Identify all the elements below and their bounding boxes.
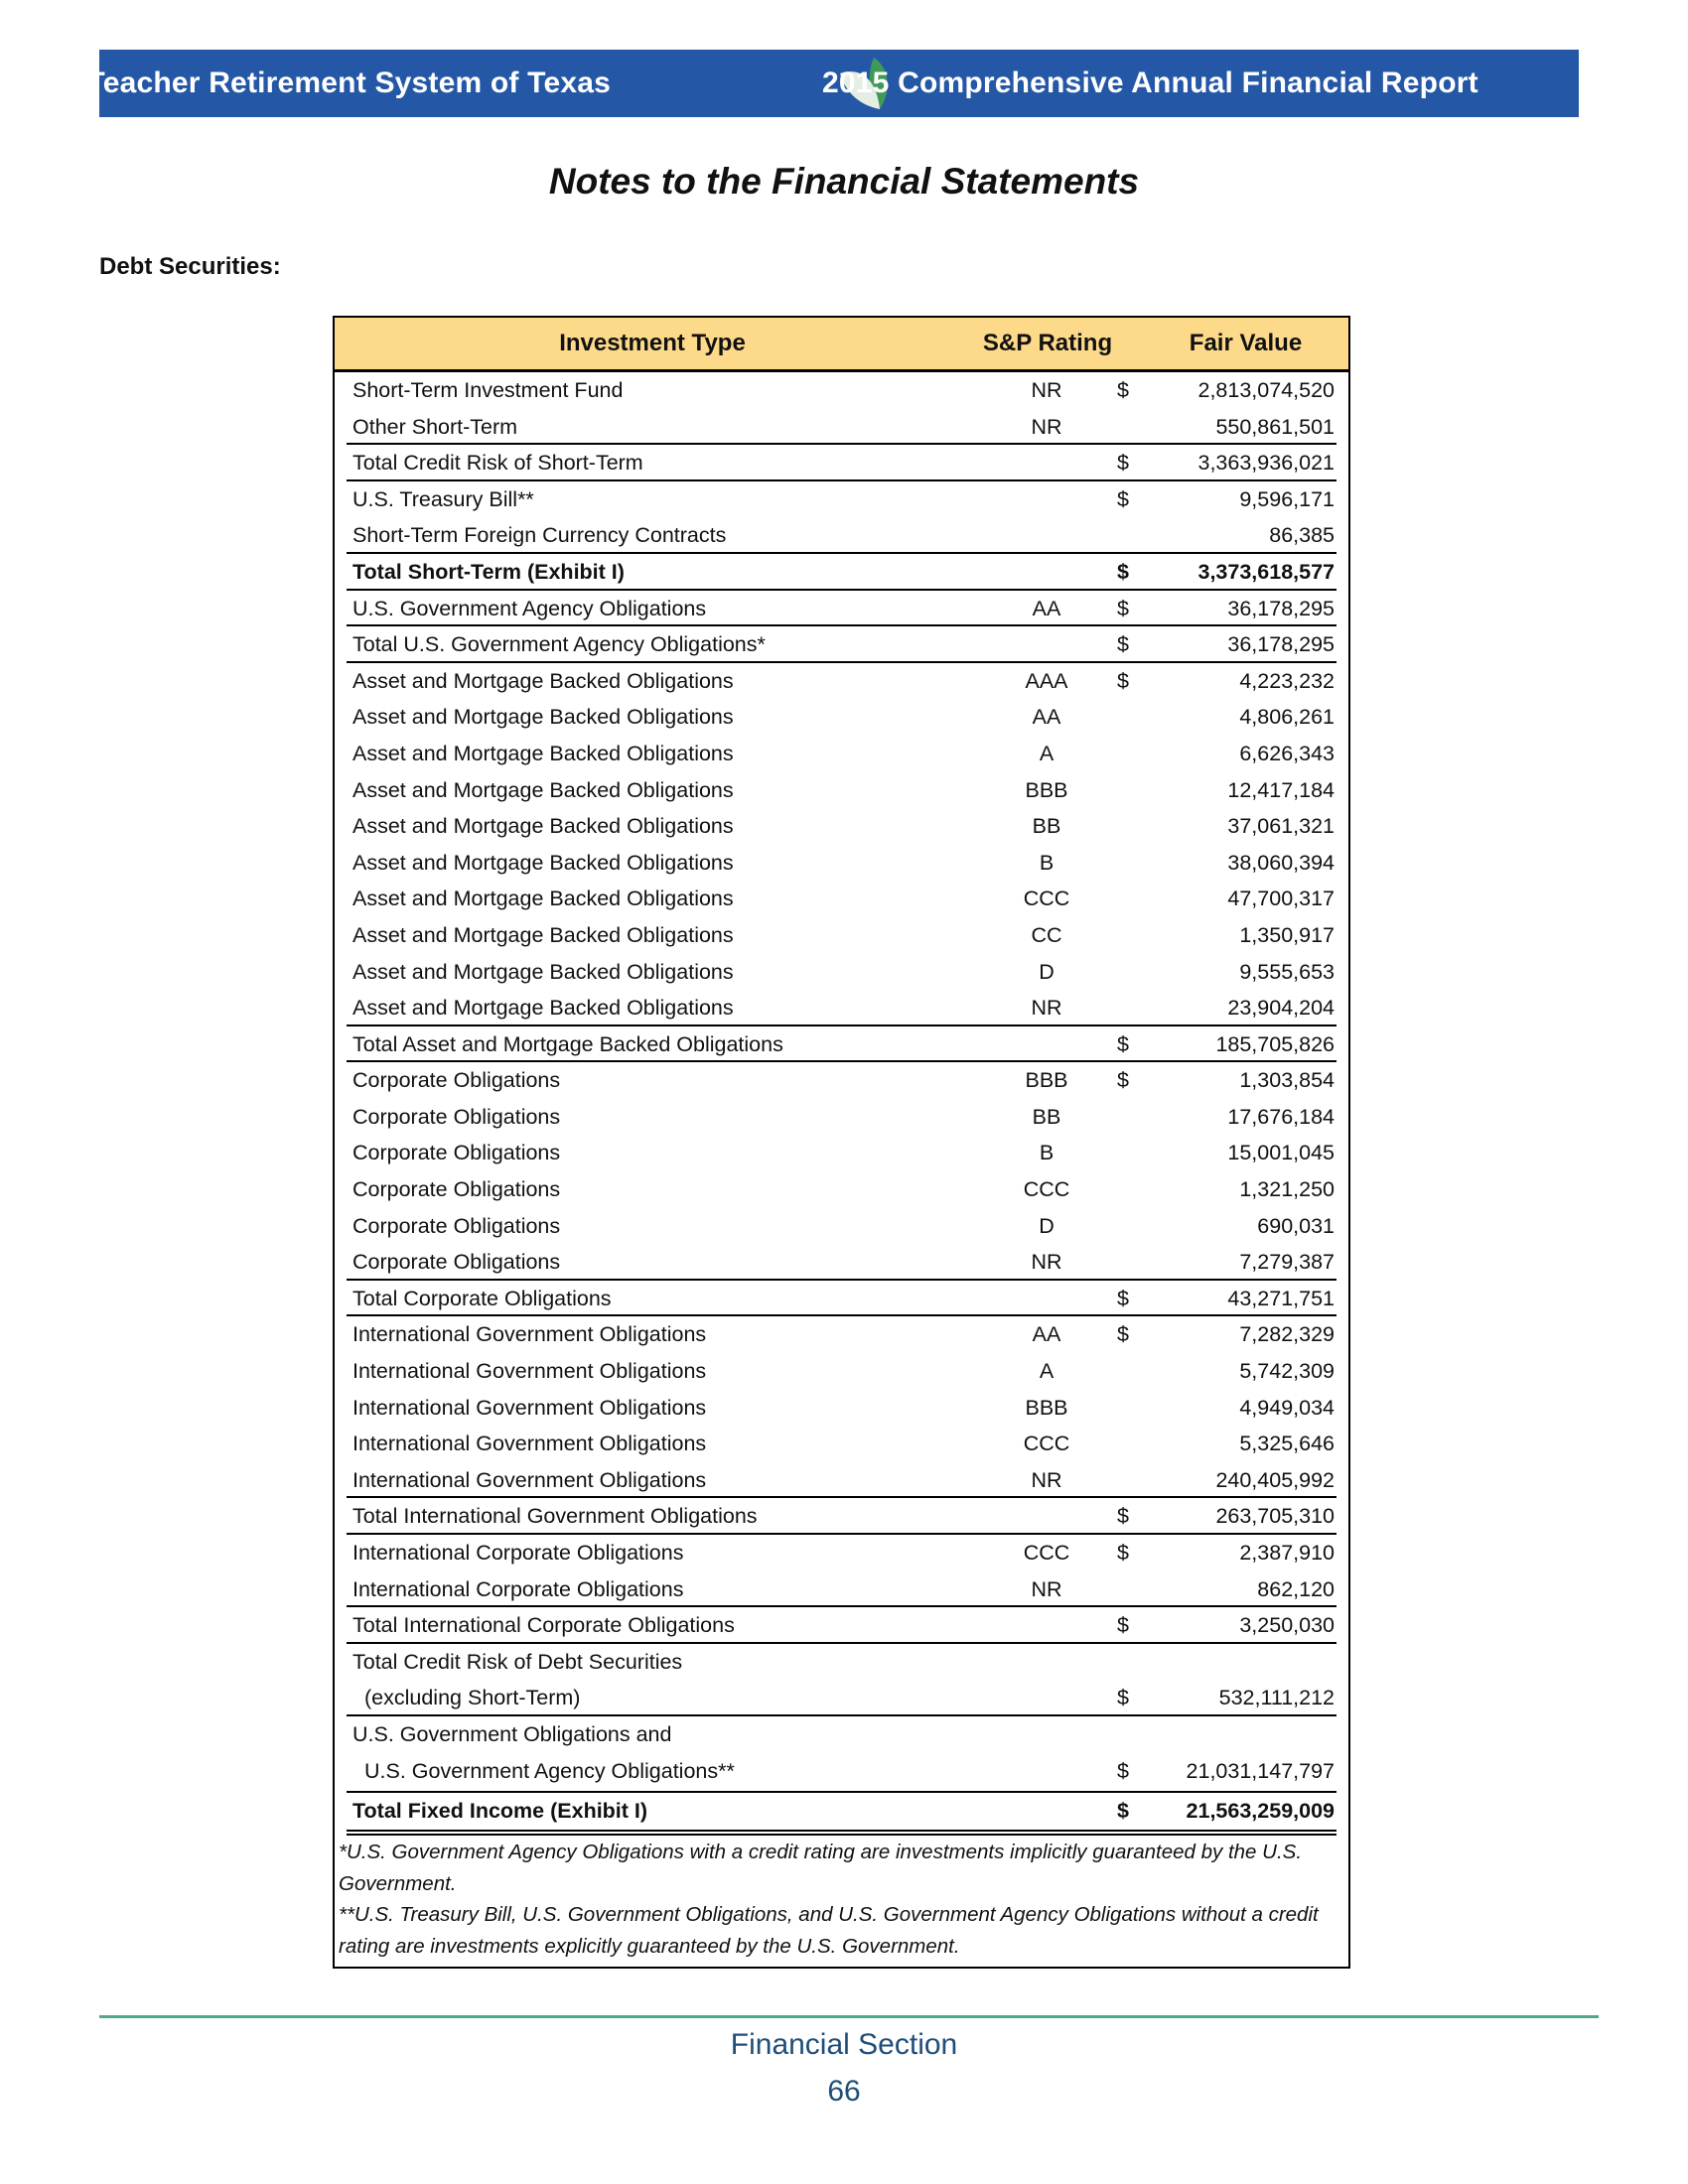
table-row [335, 1716, 1348, 1753]
table-row [335, 1462, 1348, 1499]
fair-value-cell: 7,279,387 [1239, 1250, 1335, 1275]
fair-value-cell: 1,321,250 [1239, 1177, 1335, 1202]
investment-type-cell: Short-Term Foreign Currency Contracts [352, 523, 727, 548]
investment-type-cell: Total International Corporate Obligations [352, 1613, 735, 1638]
fair-value-cell: 1,350,917 [1239, 922, 1335, 947]
fair-value-cell: 240,405,992 [1215, 1467, 1335, 1492]
sp-rating-cell: AA [1032, 596, 1061, 620]
investment-type-cell: Total Corporate Obligations [352, 1286, 612, 1310]
investment-type-cell: Corporate Obligations [352, 1141, 561, 1165]
sp-rating-cell: AA [1032, 1322, 1061, 1347]
investment-type-cell: Asset and Mortgage Backed Obligations [352, 668, 734, 693]
section-label: Debt Securities: [99, 253, 281, 280]
table-row [335, 1571, 1348, 1608]
table-row [335, 1135, 1348, 1171]
fair-value-cell: 690,031 [1257, 1213, 1335, 1238]
currency-symbol: $ [1117, 486, 1129, 511]
investment-type-cell: Asset and Mortgage Backed Obligations [352, 887, 734, 911]
investment-type-cell: Asset and Mortgage Backed Obligations [352, 996, 734, 1021]
currency-symbol: $ [1117, 1068, 1129, 1093]
fair-value-cell: 47,700,317 [1227, 887, 1335, 911]
currency-symbol: $ [1117, 1322, 1129, 1347]
table-row-total [335, 626, 1348, 663]
table-row [335, 772, 1348, 809]
footnote-double-asterisk: **U.S. Treasury Bill, U.S. Government Obligations, and U.S. Government Agency Obligations without a credit rating are investments explicitly guaranteed by the U.S. Government. [339, 1903, 1319, 1958]
sp-rating-cell: BBB [1025, 1395, 1068, 1420]
fair-value-cell: 532,111,212 [1218, 1686, 1335, 1710]
investment-type-cell: Corporate Obligations [352, 1177, 561, 1202]
table-row [335, 699, 1348, 736]
organization-name: Teacher Retirement System of Texas [86, 67, 611, 99]
fair-value-cell: 4,223,232 [1239, 668, 1335, 693]
table-row-total [335, 1793, 1348, 1830]
footer-section-name: Financial Section [730, 2028, 958, 2061]
table-row-total [335, 554, 1348, 591]
investment-type-cell: Total U.S. Government Agency Obligations* [352, 632, 766, 657]
table-row [335, 591, 1348, 627]
table-row [335, 517, 1348, 554]
report-header-banner [86, 50, 1579, 117]
table-row-total [335, 1498, 1348, 1535]
investment-type-cell: International Government Obligations [352, 1395, 707, 1420]
table-row-total [335, 445, 1348, 481]
table-row [335, 1353, 1348, 1390]
sp-rating-cell: NR [1031, 414, 1062, 439]
table-row-total [335, 1281, 1348, 1317]
table-row [335, 1099, 1348, 1136]
table-row-total [335, 1607, 1348, 1644]
table-row [335, 372, 1348, 409]
sp-rating-cell: AA [1032, 705, 1061, 730]
currency-symbol: $ [1117, 1799, 1129, 1824]
sp-rating-cell: NR [1031, 996, 1062, 1021]
investment-type-cell: International Corporate Obligations [352, 1541, 684, 1565]
table-footnotes [339, 1837, 1340, 1962]
fair-value-cell: 43,271,751 [1227, 1286, 1335, 1310]
fair-value-cell: 5,742,309 [1239, 1359, 1335, 1384]
fair-value-cell: 23,904,204 [1227, 996, 1335, 1021]
currency-symbol: $ [1117, 378, 1129, 402]
debt-securities-table [333, 316, 1350, 1969]
currency-symbol: $ [1117, 1613, 1129, 1638]
footer-divider [99, 2015, 1599, 2018]
table-body [335, 372, 1348, 1830]
table-row-total [335, 1026, 1348, 1063]
investment-type-cell: Asset and Mortgage Backed Obligations [352, 959, 734, 984]
sp-rating-cell: B [1039, 850, 1055, 875]
investment-type-cell: Asset and Mortgage Backed Obligations [352, 705, 734, 730]
fair-value-cell: 2,813,074,520 [1197, 378, 1335, 402]
investment-type-cell: International Corporate Obligations [352, 1576, 684, 1601]
investment-type-cell: U.S. Government Obligations and [352, 1721, 672, 1746]
column-header-fair-value: Fair Value [1189, 330, 1303, 356]
investment-type-cell: Total Short-Term (Exhibit I) [352, 559, 625, 584]
investment-type-cell: International Government Obligations [352, 1359, 707, 1384]
fair-value-cell: 185,705,826 [1215, 1031, 1335, 1056]
sp-rating-cell: D [1039, 959, 1055, 984]
fair-value-cell: 550,861,501 [1215, 414, 1335, 439]
sp-rating-cell: A [1039, 1359, 1055, 1384]
sp-rating-cell: BB [1032, 1104, 1061, 1129]
fair-value-cell: 263,705,310 [1215, 1504, 1335, 1529]
investment-type-cell: (excluding Short-Term) [364, 1686, 581, 1710]
table-row [335, 1171, 1348, 1208]
table-row [335, 736, 1348, 772]
fair-value-cell: 862,120 [1257, 1576, 1335, 1601]
fair-value-cell: 2,387,910 [1239, 1541, 1335, 1565]
investment-type-cell: International Government Obligations [352, 1467, 707, 1492]
sp-rating-cell: D [1039, 1213, 1055, 1238]
investment-type-cell: U.S. Government Agency Obligations [352, 596, 707, 620]
currency-symbol: $ [1117, 451, 1129, 476]
investment-type-cell: Total Credit Risk of Debt Securities [352, 1649, 683, 1674]
page-number: 66 [827, 2075, 861, 2108]
currency-symbol: $ [1117, 1504, 1129, 1529]
sp-rating-cell: CCC [1023, 887, 1070, 911]
investment-type-cell: Total Asset and Mortgage Backed Obligations [352, 1031, 783, 1056]
fair-value-cell: 7,282,329 [1239, 1322, 1335, 1347]
fair-value-cell: 17,676,184 [1227, 1104, 1335, 1129]
investment-type-cell: Total International Government Obligations [352, 1504, 758, 1529]
fair-value-cell: 36,178,295 [1227, 632, 1335, 657]
sp-rating-cell: NR [1031, 1250, 1062, 1275]
table-row [335, 990, 1348, 1026]
investment-type-cell: Asset and Mortgage Backed Obligations [352, 814, 734, 839]
investment-type-cell: Corporate Obligations [352, 1068, 561, 1093]
table-row [335, 1680, 1348, 1716]
investment-type-cell: International Government Obligations [352, 1432, 707, 1456]
currency-symbol: $ [1117, 1758, 1129, 1783]
table-row [335, 808, 1348, 845]
investment-type-cell: Other Short-Term [352, 414, 518, 439]
table-header [335, 318, 1348, 372]
table-row [335, 1062, 1348, 1099]
table-row [335, 1208, 1348, 1245]
table-row [335, 881, 1348, 917]
fair-value-cell: 36,178,295 [1227, 596, 1335, 620]
table-row [335, 845, 1348, 882]
investment-type-cell: Corporate Obligations [352, 1213, 561, 1238]
sp-rating-cell: BBB [1025, 1068, 1068, 1093]
investment-type-cell: Corporate Obligations [352, 1104, 561, 1129]
sp-rating-cell: NR [1031, 1467, 1062, 1492]
fair-value-cell: 12,417,184 [1227, 777, 1335, 802]
fair-value-cell: 9,555,653 [1239, 959, 1335, 984]
footnote-single-asterisk: *U.S. Government Agency Obligations with a credit rating are investments implicitly guaranteed by the U.S. Government. [339, 1841, 1303, 1895]
investment-type-cell: Asset and Mortgage Backed Obligations [352, 850, 734, 875]
table-row [335, 481, 1348, 518]
investment-type-cell: International Government Obligations [352, 1322, 707, 1347]
currency-symbol: $ [1117, 632, 1129, 657]
fair-value-cell: 38,060,394 [1227, 850, 1335, 875]
currency-symbol: $ [1117, 559, 1129, 584]
table-row [335, 1426, 1348, 1462]
table-row [335, 917, 1348, 954]
currency-symbol: $ [1117, 1286, 1129, 1310]
table-row [335, 1390, 1348, 1427]
currency-symbol: $ [1117, 1031, 1129, 1056]
column-header-investment-type: Investment Type [559, 330, 746, 356]
fair-value-cell: 4,806,261 [1239, 705, 1335, 730]
page-title: Notes to the Financial Statements [548, 161, 1140, 202]
investment-type-cell: Asset and Mortgage Backed Obligations [352, 922, 734, 947]
fair-value-cell: 15,001,045 [1227, 1141, 1335, 1165]
investment-type-cell: U.S. Treasury Bill** [352, 486, 534, 511]
investment-type-cell: Total Credit Risk of Short-Term [352, 451, 643, 476]
fair-value-cell: 9,596,171 [1239, 486, 1335, 511]
sp-rating-cell: CC [1031, 922, 1062, 947]
table-row [335, 1535, 1348, 1571]
table-row [335, 954, 1348, 991]
investment-type-cell: Asset and Mortgage Backed Obligations [352, 777, 734, 802]
fair-value-cell: 6,626,343 [1239, 741, 1335, 765]
report-title: 2015 Comprehensive Annual Financial Report [822, 67, 1478, 99]
sp-rating-cell: NR [1031, 1576, 1062, 1601]
fair-value-cell: 3,363,936,021 [1197, 451, 1335, 476]
sp-rating-cell: BBB [1025, 777, 1068, 802]
fair-value-cell: 5,325,646 [1239, 1432, 1335, 1456]
table-row [335, 409, 1348, 446]
sp-rating-cell: B [1039, 1141, 1055, 1165]
investment-type-cell: Corporate Obligations [352, 1250, 561, 1275]
fair-value-cell: 3,373,618,577 [1197, 559, 1335, 584]
table-row [335, 1316, 1348, 1353]
currency-symbol: $ [1117, 668, 1129, 693]
table-row [335, 1244, 1348, 1281]
investment-type-cell: Short-Term Investment Fund [352, 378, 624, 402]
fair-value-cell: 1,303,854 [1239, 1068, 1335, 1093]
currency-symbol: $ [1117, 1541, 1129, 1565]
fair-value-cell: 21,563,259,009 [1186, 1799, 1335, 1824]
sp-rating-cell: CCC [1023, 1541, 1070, 1565]
table-row [335, 663, 1348, 700]
table-row-total [335, 1644, 1348, 1681]
investment-type-cell: U.S. Government Agency Obligations** [364, 1758, 735, 1783]
sp-rating-cell: AAA [1025, 668, 1068, 693]
sp-rating-cell: CCC [1023, 1177, 1070, 1202]
table-row [335, 1753, 1348, 1790]
fair-value-cell: 4,949,034 [1239, 1395, 1335, 1420]
fair-value-cell: 3,250,030 [1239, 1613, 1335, 1638]
currency-symbol: $ [1117, 1686, 1129, 1710]
fair-value-cell: 37,061,321 [1227, 814, 1335, 839]
column-header-sp-rating: S&P Rating [982, 330, 1113, 356]
sp-rating-cell: CCC [1023, 1432, 1070, 1456]
investment-type-cell: Asset and Mortgage Backed Obligations [352, 741, 734, 765]
sp-rating-cell: BB [1032, 814, 1061, 839]
sp-rating-cell: NR [1031, 378, 1062, 402]
investment-type-cell: Total Fixed Income (Exhibit I) [352, 1799, 648, 1824]
fair-value-cell: 86,385 [1269, 523, 1335, 548]
fair-value-cell: 21,031,147,797 [1186, 1758, 1335, 1783]
currency-symbol: $ [1117, 596, 1129, 620]
sp-rating-cell: A [1039, 741, 1055, 765]
